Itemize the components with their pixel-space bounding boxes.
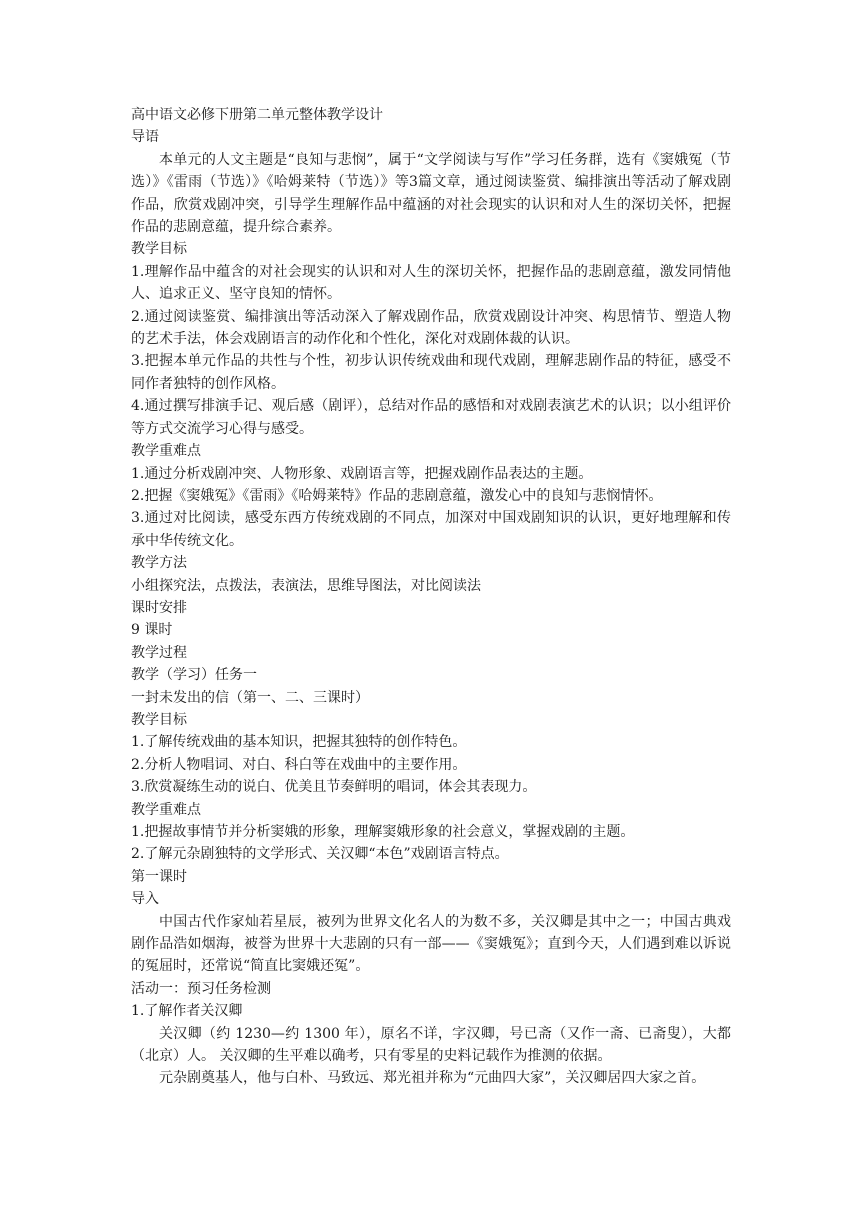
activity1-heading: 活动一：预习任务检测 [131, 980, 271, 997]
schedule-heading: 课时安排 [131, 599, 187, 616]
goal-item: 1.理解作品中蕴含的对社会现实的认识和对人生的深切关怀，把握作品的悲剧意蕴，激发同情他人、追求正义、坚守良知的情怀。 [131, 263, 731, 303]
goal-item: 4.通过撰写排演手记、观后感（剧评），总结对作品的感悟和对戏剧表演艺术的认识；以小组评价等方式交流学习心得与感受。 [131, 398, 731, 437]
author-paragraph: 元杂剧奠基人，他与白朴、马致远、郑光祖并称为“元曲四大家”，关汉卿居四大家之首。 [159, 1070, 706, 1087]
intro-heading: 导语 [131, 129, 159, 146]
lead-in-paragraph: 中国古代作家灿若星辰，被列为世界文化名人的为数不多，关汉卿是其中之一；中国古典戏剧作品浩如烟海，被誉为世界十大悲剧的只有一部——《窦娥冤》；直到今天，人们遇到难以诉说的冤屈时，还常说“简直比窦娥还冤”。 [131, 913, 731, 975]
task-key-point-item: 1.把握故事情节并分析窦娥的形象，理解窦娥形象的社会意义，掌握戏剧的主题。 [131, 824, 635, 840]
goals-heading: 教学目标 [131, 241, 187, 258]
task-key-points-heading: 教学重难点 [131, 801, 201, 818]
key-point-item: 2.把握《窦娥冤》《雷雨》《哈姆莱特》作品的悲剧意蕴，激发心中的良知与悲悯情怀。 [131, 487, 663, 504]
task-goal-item: 1.了解传统戏曲的基本知识，把握其独特的创作特色。 [131, 734, 467, 751]
method-heading: 教学方法 [131, 555, 187, 572]
key-point-item: 1.通过分析戏剧冲突、人物形象、戏剧语言等，把握戏剧作品表达的主题。 [131, 465, 593, 482]
goal-item: 2.通过阅读鉴赏、编排演出等活动深入了解戏剧作品，欣赏戏剧设计冲突、构思情节、塑造人物的艺术手法，体会戏剧语言的动作化和个性化，深化对戏剧体裁的认识。 [131, 308, 731, 348]
document-page [131, 104, 731, 1090]
key-points-heading: 教学重难点 [131, 443, 201, 460]
process-heading: 教学过程 [131, 644, 187, 661]
schedule-text: 9 课时 [131, 622, 173, 639]
key-point-item: 3.通过对比阅读，感受东西方传统戏剧的不同点，加深对中国戏剧知识的认识，更好地理解和传承中华传统文化。 [131, 510, 731, 549]
method-text: 小组探究法，点拨法，表演法，思维导图法，对比阅读法 [131, 577, 481, 594]
author-paragraph: 关汉卿（约 1230—约 1300 年），原名不详，字汉卿，号已斋（又作一斋、已斋叟），大都（北京）人。 关汉卿的生平难以确考，只有零星的史料记载作为推测的依据。 [131, 1025, 731, 1065]
task-goals-heading: 教学目标 [131, 711, 187, 728]
task-heading: 教学（学习）任务一 [131, 667, 257, 684]
intro-paragraph: 本单元的人文主题是“良知与悲悯”，属于“文学阅读与写作”学习任务群，选有《窦娥冤（节选）》《雷雨（节选）》《哈姆莱特（节选）》等3篇文章，通过阅读鉴赏、编排演出等活动了解戏剧作品，欣赏戏剧冲突，引导学生理解作品中蕴涵的对社会现实的认识和对人生的深切关怀，把握作品的悲剧意蕴，提升综合素养。 [131, 151, 731, 236]
author-heading: 1.了解作者关汉卿 [131, 1003, 243, 1020]
document-title: 高中语文必修下册第二单元整体教学设计 [131, 107, 383, 123]
task-title: 一封未发出的信（第一、二、三课时） [131, 689, 369, 706]
task-goal-item: 3.欣赏凝练生动的说白、优美且节奏鲜明的唱词，体会其表现力。 [131, 779, 537, 796]
task-goal-item: 2.分析人物唱词、对白、科白等在戏曲中的主要作用。 [131, 756, 467, 773]
task-key-point-item: 2.了解元杂剧独特的文学形式、关汉卿“本色”戏剧语言特点。 [131, 846, 509, 863]
lead-in-heading: 导入 [131, 891, 159, 908]
goal-item: 3.把握本单元作品的共性与个性，初步认识传统戏曲和现代戏剧，理解悲剧作品的特征，感受不同作者独特的创作风格。 [131, 353, 731, 392]
lesson1-heading: 第一课时 [131, 868, 187, 885]
